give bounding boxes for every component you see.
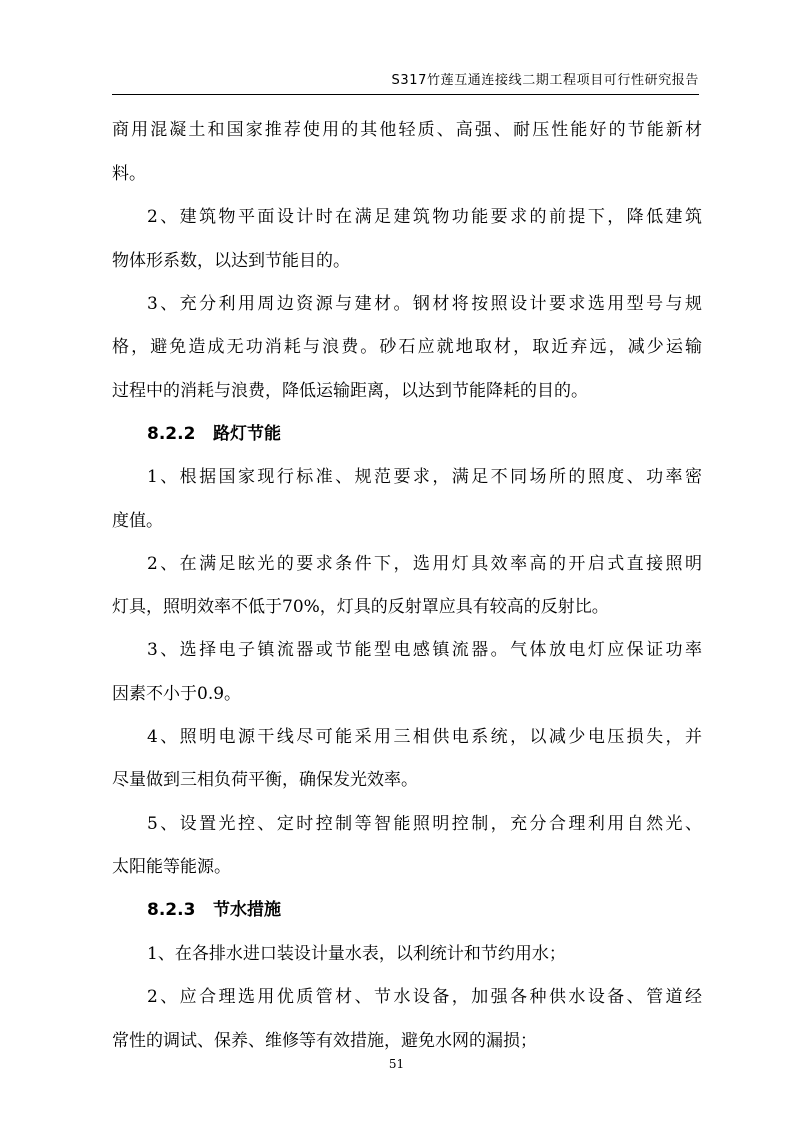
section-title: 节水措施	[213, 900, 281, 920]
text-line: 太阳能等能源。	[112, 857, 231, 877]
section-title: 路灯节能	[213, 424, 281, 444]
text-line: 物体形系数，以达到节能目的。	[112, 251, 350, 271]
text-line: 2、建筑物平面设计时在满足建筑物功能要求的前提下，降低建筑	[147, 207, 702, 227]
text-line: 度值。	[112, 511, 163, 531]
text-line: 3、选择电子镇流器或节能型电感镇流器。气体放电灯应保证功率	[147, 640, 702, 660]
text-line: 1、在各排水进口装设计量水表，以利统计和节约用水；	[147, 944, 566, 964]
section-number: 8.2.3	[147, 900, 196, 920]
section-number: 8.2.2	[147, 424, 196, 444]
text-line: 因素不小于0.9。	[112, 684, 242, 704]
text-line: 2、在满足眩光的要求条件下，选用灯具效率高的开启式直接照明	[147, 554, 702, 574]
page-number: 51	[388, 1057, 405, 1071]
text-line: 商用混凝土和国家推荐使用的其他轻质、高强、耐压性能好的节能新材	[112, 120, 702, 140]
text-line: 4、照明电源干线尽可能采用三相供电系统，以减少电压损失，并	[147, 727, 702, 747]
text-line: 3、充分利用周边资源与建材。钢材将按照设计要求选用型号与规	[147, 294, 702, 314]
text-line: 料。	[112, 164, 146, 184]
text-line: 灯具，照明效率不低于70%，灯具的反射罩应具有较高的反射比。	[112, 597, 609, 617]
text-line: 1、根据国家现行标准、规范要求，满足不同场所的照度、功率密	[147, 467, 702, 487]
text-line: 5、设置光控、定时控制等智能照明控制，充分合理利用自然光、	[147, 814, 702, 834]
section-heading	[147, 898, 281, 922]
running-header	[112, 72, 699, 95]
text-line: 尽量做到三相负荷平衡，确保发光效率。	[112, 770, 418, 790]
text-line: 常性的调试、保养、维修等有效措施，避免水网的漏损；	[112, 1031, 537, 1051]
text-line: 过程中的消耗与浪费，降低运输距离，以达到节能降耗的目的。	[112, 381, 588, 401]
header-title: S317竹莲互通连接线二期工程项目可行性研究报告	[391, 73, 699, 88]
text-line: 2、应合理选用优质管材、节水设备，加强各种供水设备、管道经	[147, 987, 702, 1007]
section-heading	[147, 422, 281, 446]
text-line: 格，避免造成无功消耗与浪费。砂石应就地取材，取近弃远，减少运输	[112, 337, 702, 357]
